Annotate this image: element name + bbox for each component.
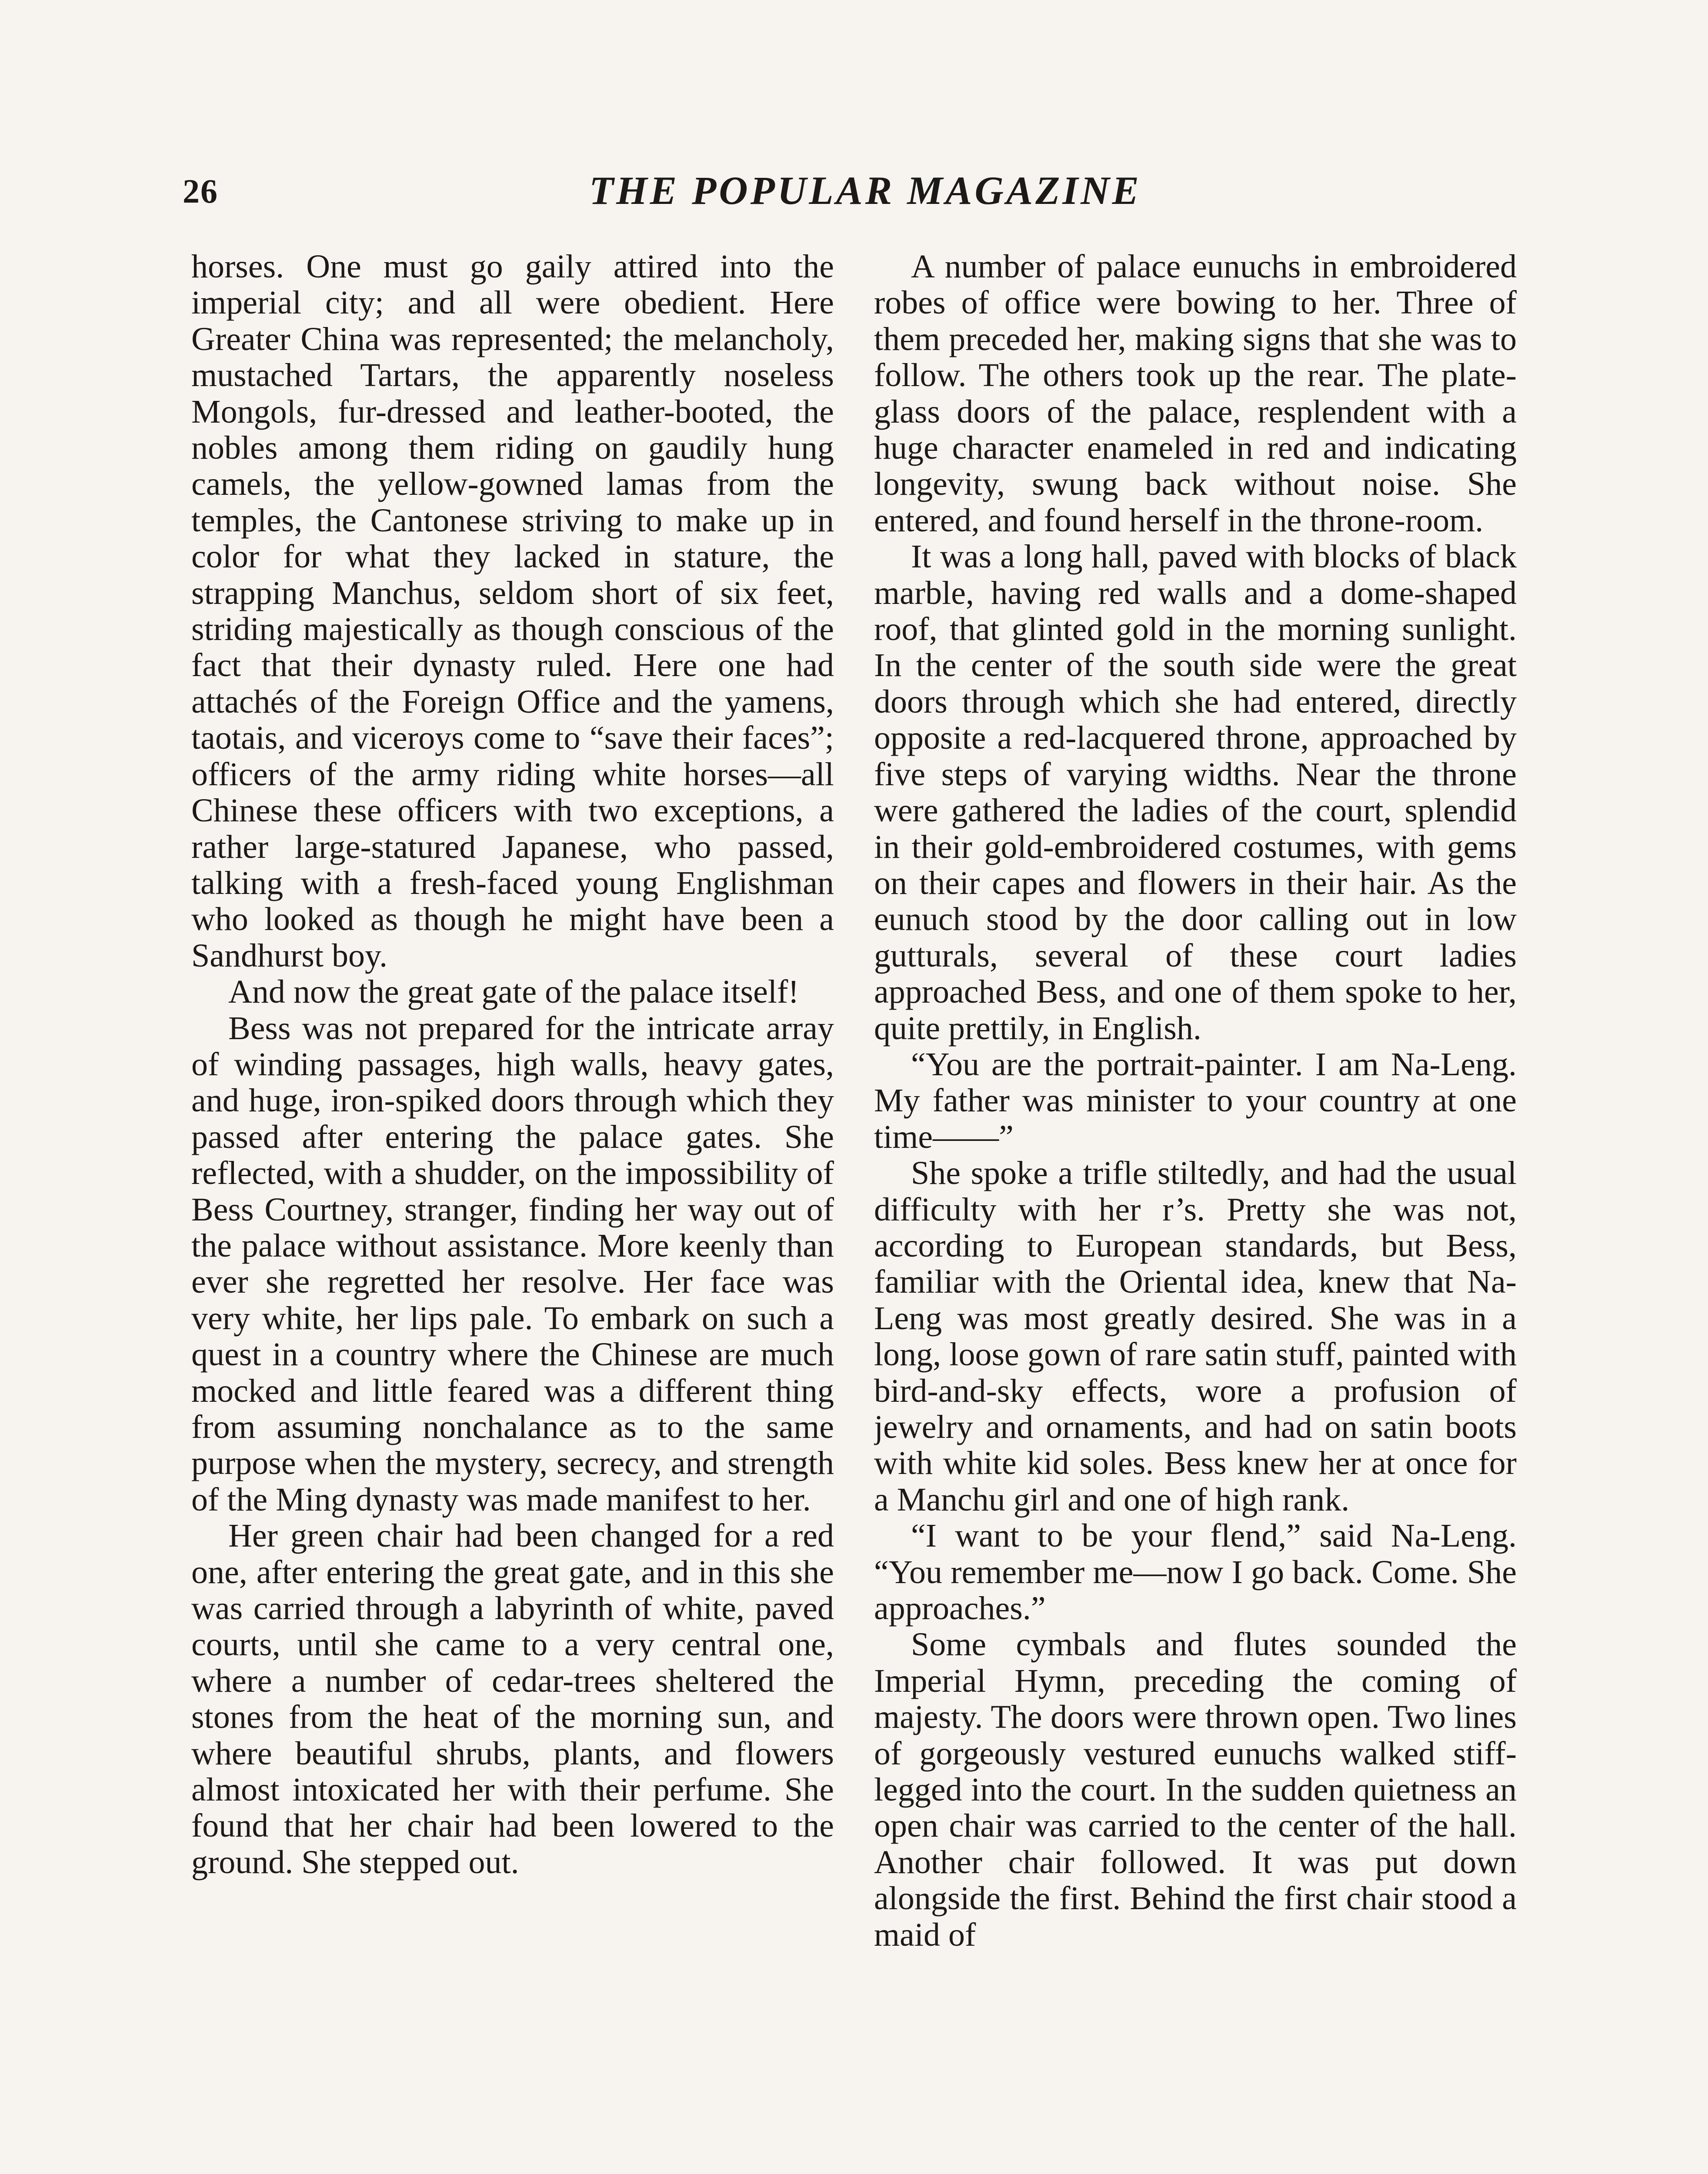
paragraph: horses. One must go gaily attired into the imperial city; and all were obedient. Here Greater China was represented; the melancholy, mustached Tartars, the apparently noseless Mongols, fur-dressed and leather-booted, the nobles among them riding on gaudily hung camels, the yellow-gowned lamas from the temples, the Cantonese striving to make up in color for what they lacked in stature, the strapping Manchus, seldom short of six feet, striding majestically as though conscious of the fact that their dynasty ruled. Here one had attachés of the Foreign Office and the yamens, taotais, and viceroys come to “save their faces”; officers of the army riding white horses—all Chinese these officers with two exceptions, a rather large-statured Japanese, who passed, talking with a fresh-faced young Englishman who looked as though he might have been a Sandhurst boy. [191, 249, 834, 974]
paragraph: She spoke a trifle stiltedly, and had the usual difficulty with her r’s. Pretty she was not, according to European standards, but Bess, familiar with the Oriental idea, knew that Na-Leng was most greatly desired. She was in a long, loose gown of rare satin stuff, painted with bird-and-sky effects, wore a profusion of jewelry and ornaments, and had on satin boots with white kid soles. Bess knew her at once for a Manchu girl and one of high rank. [874, 1155, 1517, 1518]
left-column [191, 249, 834, 2174]
paragraph: “You are the portrait-painter. I am Na-Leng. My father was minister to your country at one time——” [874, 1046, 1517, 1155]
paragraph: And now the great gate of the palace itself! [228, 974, 799, 1010]
page-header [183, 167, 1522, 233]
paragraph: Her green chair had been changed for a red one, after entering the great gate, and in this she was carried through a labyrinth of white, paved courts, until she came to a very central one, where a number of cedar-trees sheltered the stones from the heat of the morning sun, and where beautiful shrubs, plants, and flowers almost intoxicated her with their perfume. She found that her chair had been lowered to the ground. She stepped out. [191, 1517, 834, 1881]
paragraph: Bess was not prepared for the intricate array of winding passages, high walls, heavy gates, and huge, iron-spiked doors through which they passed after entering the palace gates. She reflected, with a shudder, on the impossibility of Bess Courtney, stranger, finding her way out of the palace without assistance. More keenly than ever she regretted her resolve. Her face was very white, her lips pale. To embark on such a quest in a country where the Chinese are much mocked and little feared was a different thing from assuming nonchalance as to the same purpose when the mystery, secrecy, and strength of the Ming dynasty was made manifest to her. [191, 1010, 834, 1518]
paragraph: “I want to be your flend,” said Na-Leng. “You remember me—now I go back. Come. She approaches.” [874, 1517, 1517, 1627]
right-column [874, 249, 1517, 2174]
paragraph: A number of palace eunuchs in embroidered robes of office were bowing to her. Three of them preceded her, making signs that she was to follow. The others took up the rear. The plate-glass doors of the palace, resplendent with a huge character enameled in red and indicating longevity, swung back without noise. She entered, and found herself in the throne-room. [874, 249, 1517, 539]
paragraph: It was a long hall, paved with blocks of black marble, having red walls and a dome-shaped roof, that glinted gold in the morning sunlight. In the center of the south side were the great doors through which she had entered, directly opposite a red-lacquered throne, approached by five steps of varying widths. Near the throne were gathered the ladies of the court, splendid in their gold-embroidered costumes, with gems on their capes and flowers in their hair. As the eunuch stood by the door calling out in low gutturals, several of these court ladies approached Bess, and one of them spoke to her, quite prettily, in English. [874, 538, 1517, 1047]
page-number: 26 [183, 172, 218, 210]
paragraph: Some cymbals and flutes sounded the Imperial Hymn, preceding the coming of majesty. The doors were thrown open. Two lines of gorgeously vestured eunuchs walked stiff-legged into the court. In the sudden quietness an open chair was carried to the center of the hall. Another chair followed. It was put down alongside the first. Behind the first chair stood a maid of [874, 1626, 1517, 1953]
running-title: THE POPULAR MAGAZINE [589, 168, 1142, 213]
